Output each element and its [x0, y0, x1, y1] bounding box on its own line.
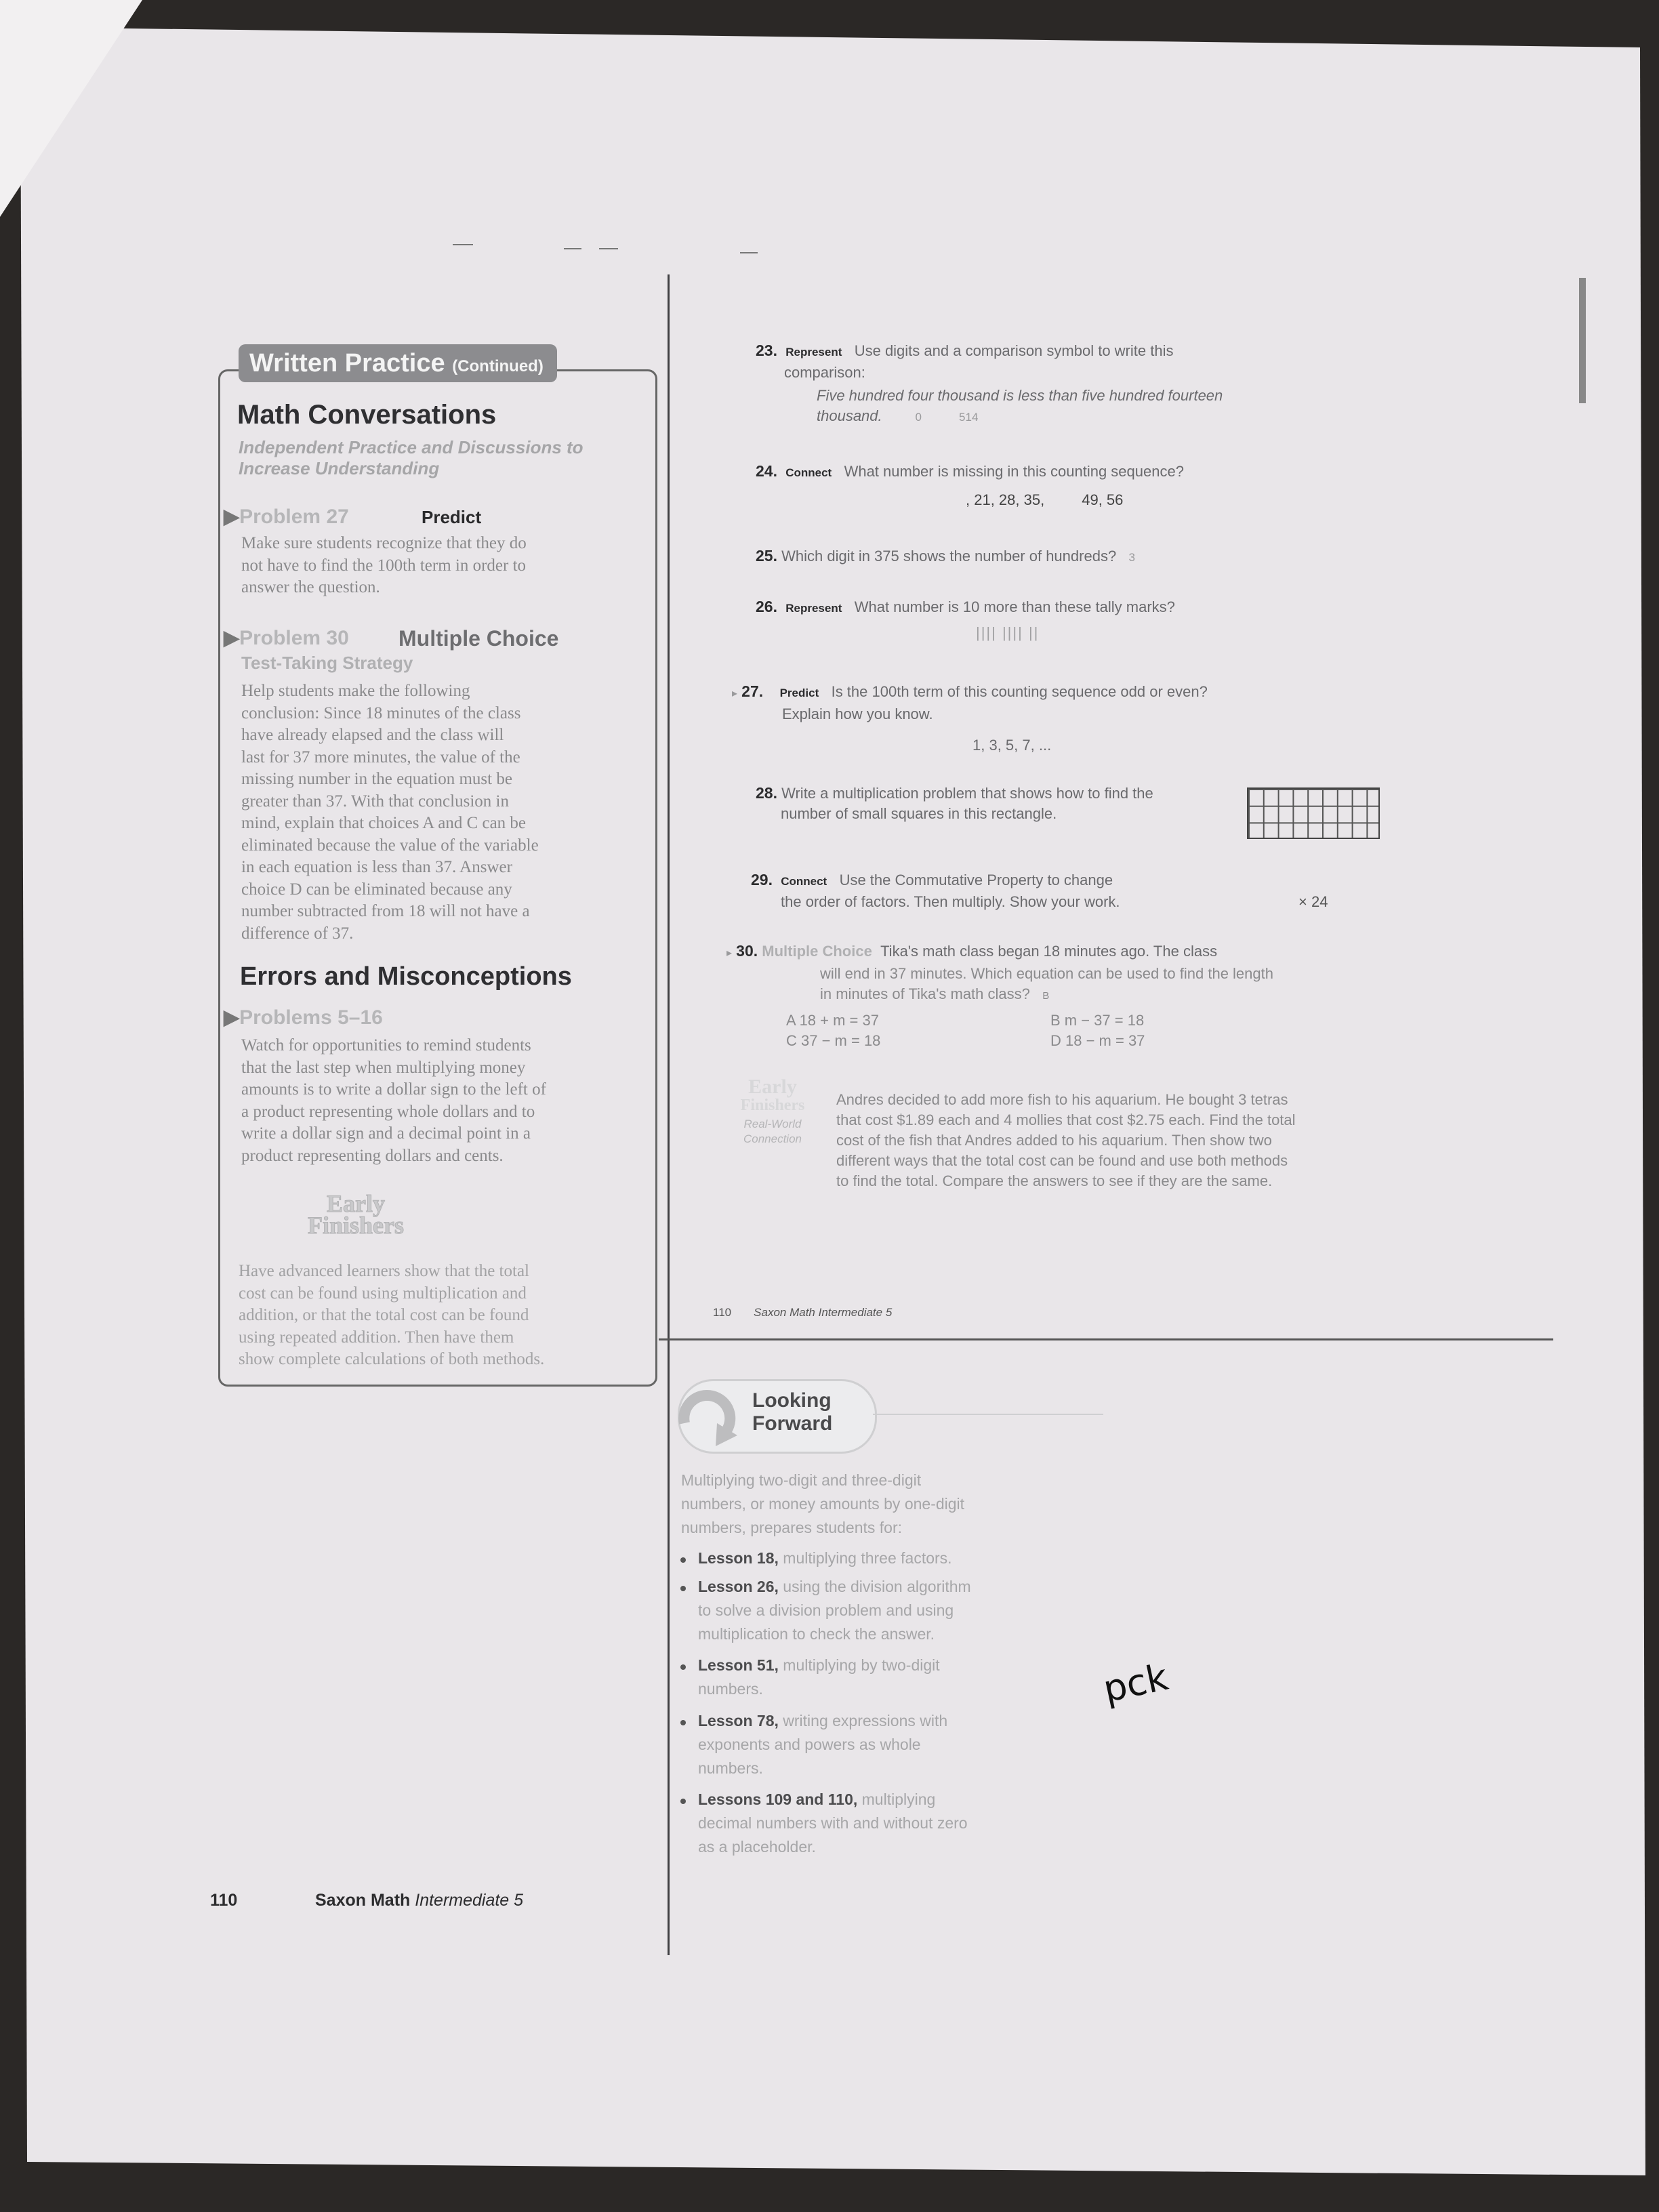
sequence-text: 1, 3, 5, 7, ...: [972, 737, 1052, 754]
inner-page-number: 110: [713, 1306, 732, 1319]
problem-27-notes: [241, 533, 641, 599]
lesson-desc: multiplying by two-digit: [783, 1656, 940, 1674]
forward-text: Forward: [752, 1412, 833, 1435]
question-text: will end in 37 minutes. Which equation can be used to find the length: [820, 965, 1273, 982]
comparison-text: Five hundred four thousand is less than five hundred fourteen: [817, 387, 1223, 404]
question-number: 29.: [751, 871, 773, 888]
question-tag: Connect: [781, 875, 827, 888]
inner-book-title: Saxon Math Intermediate 5: [754, 1306, 893, 1319]
choice-a: A 18 + m = 37: [786, 1012, 879, 1029]
top-dash-1: [453, 244, 473, 245]
choices-row-2: [726, 1031, 1336, 1051]
connection-label: Connection: [743, 1132, 802, 1145]
arrow-icon: ▸: [732, 688, 738, 699]
problems-5-16-label: [224, 1006, 383, 1029]
lesson-name: Lesson 26,: [698, 1578, 779, 1595]
lesson-name: Lessons 109 and 110,: [698, 1790, 858, 1808]
math-conversations-sub-1: Independent Practice and Discussions to: [239, 437, 583, 457]
note-line: last for 37 more minutes, the value of the: [241, 747, 520, 766]
note-line: amounts is to write a dollar sign to the left of: [241, 1080, 546, 1099]
question-30: [726, 941, 1336, 1051]
sequence-text: , 21, 28, 35,: [966, 491, 1045, 508]
lesson-name: Lesson 18,: [698, 1549, 779, 1567]
question-text: Is the 100th term of this counting sequence odd or even?: [831, 683, 1208, 700]
note-line: using repeated addition. Then have them: [239, 1328, 514, 1347]
sequence-line: [756, 490, 1298, 510]
multiple-choice-tag: Multiple Choice: [398, 626, 559, 651]
early-finishers-notes: [239, 1261, 645, 1371]
comparison-text: thousand.: [817, 407, 882, 424]
question-tag: Predict: [779, 687, 819, 699]
question-text: in minutes of Tika's math class?: [820, 985, 1030, 1002]
question-number: 30.: [736, 942, 758, 960]
note-line: a product representing whole dollars and to: [241, 1102, 535, 1121]
note-line: write a dollar sign and a decimal point in a: [241, 1124, 531, 1143]
question-28: [756, 783, 1244, 824]
bullet-icon: [680, 1720, 686, 1725]
question-number: 28.: [756, 784, 777, 802]
bullet-icon: [680, 1557, 686, 1563]
note-line: show complete calculations of both methods.: [239, 1350, 545, 1368]
intro-line: Multiplying two-digit and three-digit: [681, 1471, 922, 1489]
right-edge-mark: [1579, 278, 1586, 403]
early-finishers-small-logo: [732, 1078, 813, 1147]
top-dash-2: [564, 248, 581, 249]
question-text: Tika's math class began 18 minutes ago. The class: [880, 943, 1218, 960]
looking-forward-rule: [873, 1414, 1103, 1415]
lesson-name: Lesson 51,: [698, 1656, 779, 1674]
note-line: greater than 37. With that conclusion in: [241, 792, 509, 811]
question-25: [756, 546, 1298, 568]
note-line: that the last step when multiplying money: [241, 1058, 526, 1077]
choice-b: B m − 37 = 18: [1050, 1012, 1145, 1029]
inner-footer: [713, 1306, 892, 1319]
question-text: the order of factors. Then multiply. Show your work.: [781, 893, 1120, 910]
note-line: mind, explain that choices A and C can be: [241, 814, 527, 832]
lesson-desc: multiplying: [861, 1790, 936, 1808]
question-tag: Represent: [785, 602, 842, 615]
note-line: answer the question.: [241, 578, 380, 596]
banner-title: Written Practice: [249, 349, 445, 377]
arrow-icon: ▸: [726, 947, 733, 959]
note-line: cost can be found using multiplication and: [239, 1284, 527, 1303]
question-text: Explain how you know.: [782, 705, 933, 722]
note-line: missing number in the equation must be: [241, 770, 512, 788]
lesson-item: [698, 1575, 1064, 1646]
choices-row-1: [726, 1010, 1336, 1031]
predict-tag: Predict: [422, 507, 482, 527]
question-text: number of small squares in this rectangle.: [781, 805, 1057, 822]
rectangle-grid: [1247, 787, 1380, 839]
problem-30-label: [224, 626, 349, 650]
bullet-icon: [680, 1664, 686, 1670]
question-tag: Multiple Choice: [762, 943, 872, 960]
problem-27-label: [224, 505, 349, 529]
sequence-text: 49, 56: [1082, 491, 1124, 508]
question-24: [756, 461, 1298, 510]
problem-line: to find the total. Compare the answers to see if they are the same.: [836, 1172, 1273, 1189]
question-text: What number is missing in this counting sequence?: [844, 463, 1184, 480]
question-number: 27.: [741, 682, 764, 700]
note-line: Make sure students recognize that they do: [241, 534, 527, 552]
question-text: Which digit in 375 shows the number of hundreds?: [781, 548, 1117, 565]
bullet-icon: [680, 1586, 686, 1591]
triangle-icon: ▶: [224, 506, 240, 528]
looking-forward-intro: [681, 1469, 1061, 1540]
question-text: comparison:: [784, 364, 865, 381]
answer-text: 3: [1128, 551, 1135, 564]
answer-text: × 24: [1298, 893, 1328, 910]
answer-text: 514: [959, 411, 979, 424]
top-dash-4: [740, 252, 758, 253]
note-line: not have to find the 100th term in order to: [241, 556, 527, 575]
lesson-desc: using the division algorithm: [783, 1578, 971, 1595]
question-number: 23.: [756, 342, 777, 359]
test-taking-strategy: Test-Taking Strategy: [241, 653, 413, 673]
choice-c: C 37 − m = 18: [786, 1032, 881, 1049]
problem-30-notes: [241, 680, 641, 945]
question-tag: Represent: [785, 346, 842, 359]
lesson-desc: to solve a division problem and using: [698, 1601, 954, 1619]
problem-30-text: Problem 30: [239, 627, 349, 649]
note-line: Watch for opportunities to remind students: [241, 1036, 531, 1054]
top-dash-3: [599, 248, 618, 249]
handwritten-initials: pck: [1099, 1655, 1172, 1711]
question-text: What number is 10 more than these tally marks?: [854, 598, 1175, 615]
triangle-icon: ▶: [224, 1006, 240, 1029]
finishers-logo-text: Finishers: [740, 1097, 805, 1114]
note-line: choice D can be eliminated because any: [241, 880, 512, 899]
bullet-icon: [680, 1799, 686, 1804]
question-26: [756, 596, 1298, 643]
tally-marks: |||| |||| ||: [976, 624, 1040, 641]
section-rule: [659, 1338, 1553, 1340]
lesson-desc: numbers.: [698, 1680, 763, 1698]
note-line: have already elapsed and the class will: [241, 726, 504, 744]
note-line: in each equation is less than 37. Answer: [241, 858, 512, 876]
lesson-item: [698, 1788, 1064, 1859]
note-line: Help students make the following: [241, 682, 470, 700]
column-divider: [668, 274, 670, 1955]
question-29: [751, 869, 1334, 912]
answer-text: B: [1042, 990, 1050, 1002]
note-line: addition, or that the total cost can be found: [239, 1306, 529, 1324]
lesson-desc: multiplication to check the answer.: [698, 1625, 935, 1643]
note-line: difference of 37.: [241, 924, 354, 943]
written-practice-banner: [239, 344, 557, 382]
math-conversations-title: Math Conversations: [237, 400, 497, 430]
lesson-desc: decimal numbers with and without zero: [698, 1814, 968, 1832]
errors-title: Errors and Misconceptions: [240, 962, 572, 991]
early-logo-text: Early: [327, 1190, 385, 1217]
problem-line: Andres decided to add more fish to his aquarium. He bought 3 tetras: [836, 1091, 1288, 1108]
intro-line: numbers, prepares students for:: [681, 1519, 902, 1536]
answer-text: 0: [915, 411, 922, 424]
lesson-desc: exponents and powers as whole: [698, 1736, 921, 1753]
math-conversations-sub-2: Increase Understanding: [239, 458, 440, 478]
intro-line: numbers, or money amounts by one-digit: [681, 1495, 965, 1513]
forward-arrow-icon: [671, 1376, 744, 1449]
book-title-bold: Saxon Math: [315, 1891, 411, 1910]
question-text: Use digits and a comparison symbol to write this: [854, 342, 1174, 359]
question-text: Write a multiplication problem that shows how to find the: [781, 785, 1153, 802]
question-number: 26.: [756, 598, 777, 615]
lesson-item: [698, 1709, 1064, 1780]
triangle-icon: ▶: [224, 627, 240, 649]
book-title-italic: Intermediate 5: [415, 1891, 524, 1910]
page-number: 110: [210, 1891, 238, 1910]
question-27: [732, 681, 1315, 756]
lesson-desc: numbers.: [698, 1759, 763, 1777]
book-title: [315, 1891, 523, 1910]
real-world-label: Real-World: [743, 1118, 802, 1130]
question-number: 25.: [756, 547, 777, 565]
lesson-desc: multiplying three factors.: [783, 1549, 952, 1567]
question-text: Use the Commutative Property to change: [839, 872, 1113, 888]
question-line-2: [751, 892, 1334, 912]
note-line: conclusion: Since 18 minutes of the class: [241, 703, 521, 722]
problem-line: different ways that the total cost can be found and use both methods: [836, 1152, 1288, 1169]
question-tag: Connect: [785, 466, 832, 479]
lesson-item: [698, 1654, 1064, 1701]
banner-sub: (Continued): [452, 357, 544, 375]
note-line: eliminated because the value of the variable: [241, 836, 539, 855]
lesson-desc: as a placeholder.: [698, 1838, 816, 1856]
note-line: product representing dollars and cents.: [241, 1146, 504, 1165]
early-finishers-problem: [836, 1090, 1365, 1191]
problem-line: cost of the fish that Andres added to his aquarium. Then show two: [836, 1132, 1272, 1149]
lesson-desc: writing expressions with: [783, 1712, 948, 1729]
errors-notes: [241, 1035, 641, 1167]
comparison-line-2: [756, 406, 1298, 428]
note-line: number subtracted from 18 will not have a: [241, 902, 530, 920]
problem-27-text: Problem 27: [239, 506, 349, 528]
note-line: Have advanced learners show that the total: [239, 1262, 529, 1280]
choice-d: D 18 − m = 37: [1050, 1032, 1145, 1049]
question-line-3: [726, 984, 1336, 1006]
looking-text: Looking: [752, 1389, 832, 1412]
lesson-item: [698, 1547, 1064, 1570]
lesson-name: Lesson 78,: [698, 1712, 779, 1729]
finishers-logo-text: Finishers: [307, 1212, 404, 1239]
early-logo-text: Early: [748, 1076, 797, 1098]
looking-forward-title: [752, 1389, 832, 1435]
question-number: 24.: [756, 462, 777, 480]
early-finishers-logo: [298, 1190, 413, 1239]
problems-5-16-text: Problems 5–16: [239, 1006, 383, 1029]
question-23: [756, 340, 1298, 428]
problem-line: that cost $1.89 each and 4 mollies that cost $2.75 each. Find the total: [836, 1111, 1296, 1128]
